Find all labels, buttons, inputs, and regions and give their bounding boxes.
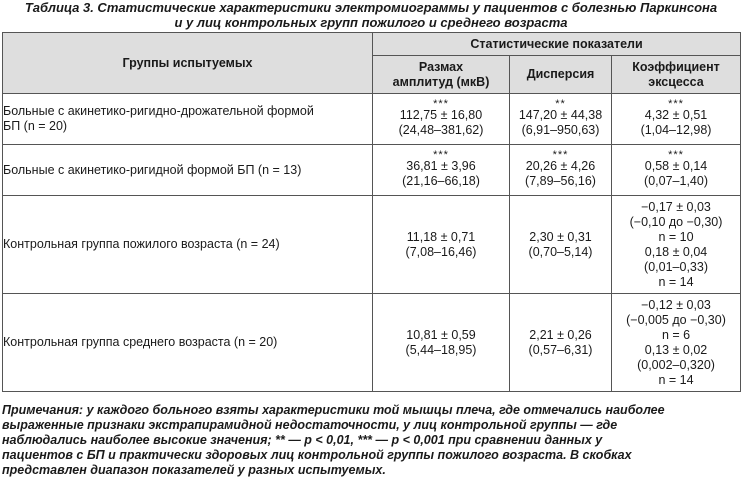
mean-value: 36,81 ± 3,96: [406, 159, 476, 173]
mean-value: 2,21 ± 0,26: [529, 327, 592, 342]
kurtosis-cell: [612, 94, 741, 145]
significance-mark: ***: [433, 149, 449, 161]
group-label-line-2: БП (n = 20): [3, 119, 68, 133]
table-row: [3, 294, 741, 392]
mean-value: 0,13 ± 0,02: [644, 342, 708, 357]
group-cell: Больные с акинетико-ригидной формой БП (n = 13): [3, 145, 373, 196]
group-label-line-1: Больные с акинетико-ригидно-дрожательной формой: [3, 104, 314, 118]
mean-value: −0,17 ± 0,03: [641, 199, 711, 214]
range-value: (7,08–16,46): [405, 244, 477, 259]
header-amplitude-line-1: Размах: [418, 59, 464, 74]
range-value: (24,48–381,62): [398, 123, 484, 137]
kurtosis-cell: [612, 196, 741, 294]
sample-size: n = 6: [661, 327, 691, 342]
header-amplitude: [373, 56, 510, 94]
sample-size: n = 14: [658, 274, 694, 289]
amplitude-cell: [373, 196, 510, 294]
range-value: (0,57–6,31): [528, 342, 593, 357]
significance-mark: ***: [668, 149, 684, 161]
mean-value: 20,26 ± 4,26: [525, 159, 596, 173]
mean-value: −0,12 ± 0,03: [641, 297, 711, 312]
mean-value: 147,20 ± 44,38: [518, 108, 603, 122]
dispersion-cell: [510, 94, 612, 145]
table-row: [3, 196, 741, 294]
notes-line-2: выраженные признаки экстрапирамидной недостаточности, у лиц контрольной группы — где: [2, 418, 618, 432]
range-value: (1,04–12,98): [640, 123, 712, 137]
header-stats: Статистические показатели: [373, 33, 741, 56]
amplitude-cell: [373, 294, 510, 392]
table-notes: [2, 403, 738, 478]
range-value: (0,70–5,14): [528, 244, 593, 259]
kurtosis-cell: [612, 294, 741, 392]
mean-value: 11,18 ± 0,71: [406, 229, 476, 244]
sample-size: n = 14: [658, 372, 694, 387]
header-dispersion: Дисперсия: [510, 56, 612, 94]
dispersion-cell: [510, 294, 612, 392]
range-value: (5,44–18,95): [405, 342, 477, 357]
table-row: [3, 145, 741, 196]
statistics-table: [2, 32, 741, 392]
dispersion-cell: [510, 196, 612, 294]
header-groups: Группы испытуемых: [3, 33, 373, 94]
range-value: (7,89–56,16): [525, 174, 596, 188]
mean-value: 2,30 ± 0,31: [529, 229, 592, 244]
mean-value: 0,18 ± 0,04: [644, 244, 708, 259]
range-value: (−0,005 до −0,30): [626, 312, 726, 327]
mean-value: 10,81 ± 0,59: [406, 327, 476, 342]
group-cell: [3, 94, 373, 145]
caption-line-2: и у лиц контрольных групп пожилого и среднего возраста: [174, 15, 568, 30]
range-value: (−0,10 до −0,30): [629, 214, 723, 229]
sample-size: n = 10: [658, 229, 694, 244]
notes-line-1: Примечания: у каждого больного взяты характеристики той мышцы плеча, где отмечались наиболее: [2, 403, 665, 417]
dispersion-cell: [510, 145, 612, 196]
table-row: [3, 94, 741, 145]
range-value: (0,01–0,33): [644, 259, 708, 274]
header-kurtosis-line-1: Коэффициент: [632, 59, 720, 74]
notes-line-5: представлен диапазон показателей у разных испытуемых.: [2, 463, 386, 477]
group-cell: Контрольная группа пожилого возраста (n = 24): [3, 196, 373, 294]
notes-line-3: наблюдались наиболее высокие значения; ** — p < 0,01, *** — p < 0,001 при сравнении данных у: [2, 433, 603, 447]
range-value: (6,91–950,63): [521, 123, 600, 137]
group-cell: Контрольная группа среднего возраста (n = 20): [3, 294, 373, 392]
amplitude-cell: [373, 94, 510, 145]
mean-value: 112,75 ± 16,80: [399, 108, 483, 122]
amplitude-cell: [373, 145, 510, 196]
notes-line-4: пациентов с БП и практически здоровых лиц контрольной группы пожилого возраста. В скобках: [2, 448, 632, 462]
header-amplitude-line-2: амплитуд (мкВ): [392, 74, 490, 89]
mean-value: 4,32 ± 0,51: [644, 108, 708, 122]
kurtosis-cell: [612, 145, 741, 196]
significance-mark: ***: [433, 98, 449, 110]
significance-mark: ***: [668, 98, 684, 110]
range-value: (21,16–66,18): [402, 174, 480, 188]
mean-value: 0,58 ± 0,14: [644, 159, 708, 173]
header-kurtosis: [612, 56, 741, 94]
caption-line-1: Таблица 3. Статистические характеристики электромиограммы у пациентов с болезнью Паркинсона: [24, 0, 718, 15]
header-kurtosis-line-2: эксцесса: [648, 74, 704, 89]
table-caption: [0, 0, 742, 30]
significance-mark: **: [555, 98, 566, 110]
range-value: (0,07–1,40): [644, 174, 708, 188]
significance-mark: ***: [552, 149, 569, 161]
range-value: (0,002–0,320): [637, 357, 715, 372]
